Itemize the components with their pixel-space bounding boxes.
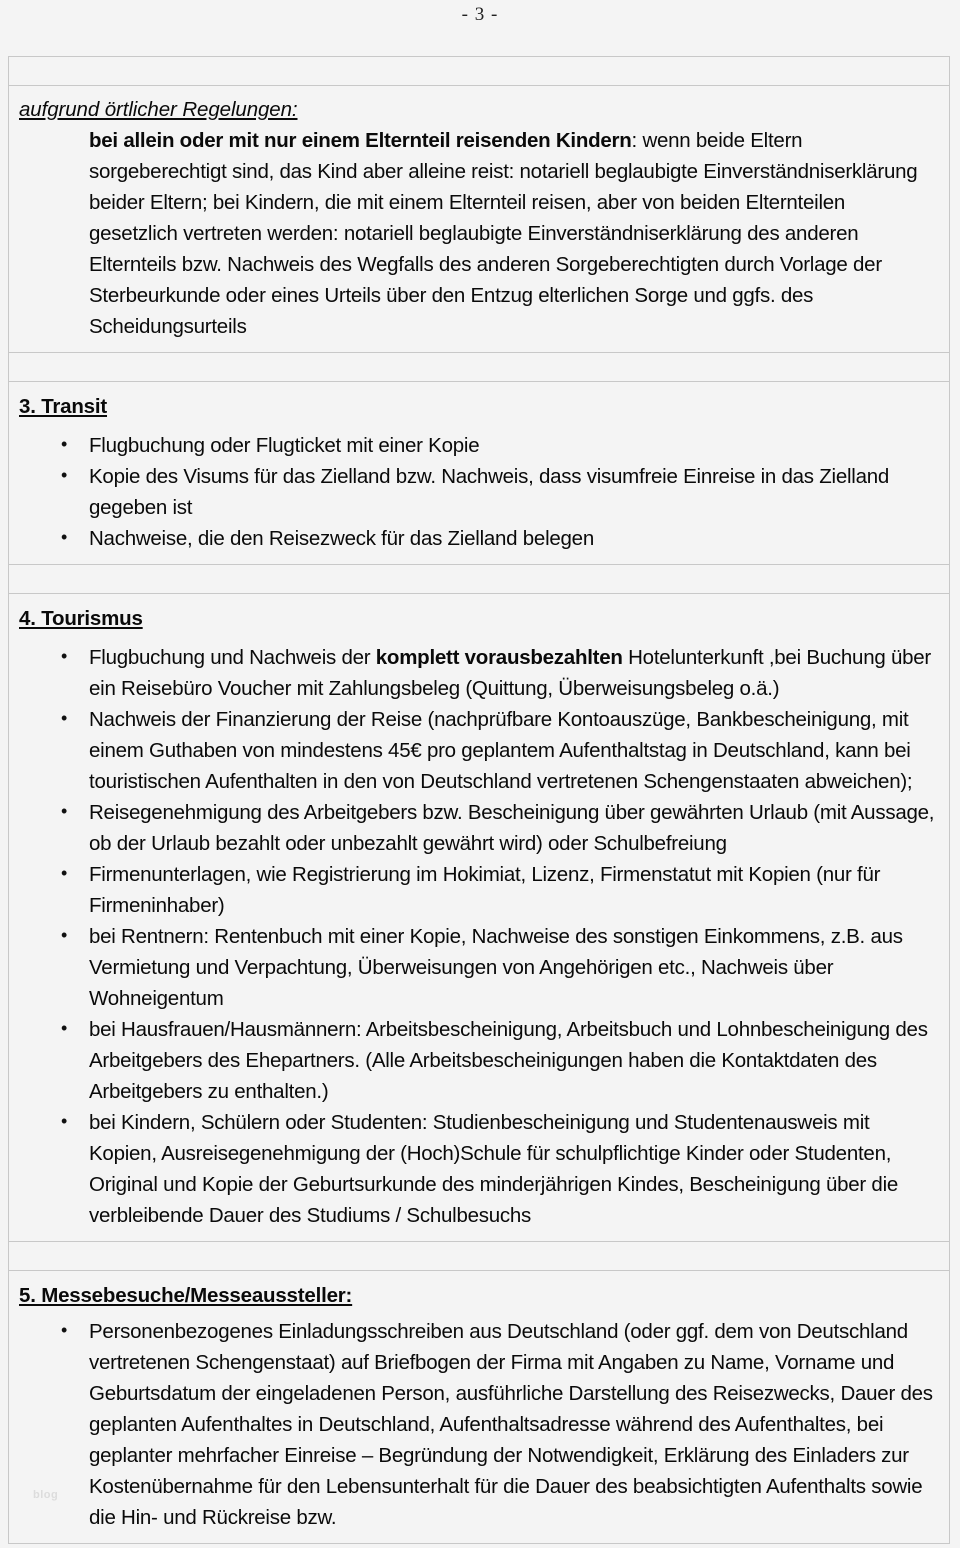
section-heading-messebesuche: 5. Messebesuche/Messeaussteller: — [19, 1283, 353, 1307]
document-body — [8, 56, 950, 1544]
list-item-post: Hotelunterkunft ,bei Buchung über ein Reisebüro Voucher mit Zahlungsbeleg (Quittung, Überweisungsbeleg o.ä.) — [89, 645, 931, 700]
list-item: • bei Hausfrauen/Hausmännern: Arbeitsbescheinigung, Arbeitsbuch und Lohnbescheinigung des Arbeitgebers des Ehepartners. (Alle Arbeitsbescheinigungen haben die Kontaktdaten des Arbeitgebers zu enthalten.) — [89, 1014, 941, 1107]
list-item — [89, 642, 941, 704]
bullet-list-messebesuche — [17, 1316, 941, 1533]
spacer-row-top — [9, 57, 949, 86]
section-heading-transit: 3. Transit — [19, 395, 108, 419]
spacer-row-before-transit — [9, 353, 949, 382]
section-transit — [9, 392, 949, 565]
bullet-list-tourismus — [17, 642, 941, 1231]
list-item: • bei Rentnern: Rentenbuch mit einer Kopie, Nachweise des sonstigen Einkommens, z.B. aus Vermietung und Verpachtung, Überweisungen von Angehörigen etc., Nachweis über Wohneigentum — [89, 921, 941, 1014]
spacer-row-before-messebesuche — [9, 1242, 949, 1271]
bullet-list-transit — [17, 430, 941, 554]
page-number: - 3 - — [461, 4, 499, 25]
list-item: • Firmenunterlagen, wie Registrierung im Hokimiat, Lizenz, Firmenstatut mit Kopien (nur für Firmeninhaber) — [89, 859, 941, 921]
section-heading-tourismus: 4. Tourismus — [19, 606, 143, 630]
list-item-bold: komplett vorausbezahlten — [375, 645, 623, 669]
list-item: • Reisegenehmigung des Arbeitgebers bzw. Bescheinigung über gewährten Urlaub (mit Aussage, ob der Urlaub bezahlt oder unbezahlt gewährt wird) oder Schulbefreiung — [89, 797, 941, 859]
section-heading-local-regulations: aufgrund örtlicher Regelungen: — [19, 98, 298, 121]
page-header — [0, 0, 960, 56]
section-tourismus — [9, 604, 949, 1242]
list-item: • Nachweise, die den Reisezweck für das Zielland belegen — [89, 523, 941, 554]
list-item: • Flugbuchung oder Flugticket mit einer Kopie — [89, 430, 941, 461]
list-item-pre: Flugbuchung und Nachweis der — [89, 645, 376, 669]
list-item: • Kopie des Visums für das Zielland bzw. Nachweis, dass visumfreie Einreise in das Zielland gegeben ist — [89, 461, 941, 523]
list-item: • Personenbezogenes Einladungsschreiben aus Deutschland (oder ggf. dem von Deutschland vertretenen Schengenstaat) auf Briefbogen der Firma mit Angaben zu Name, Vorname und Geburtsdatum der eingeladenen Person, ausführliche Darstellung des Reisezwecks, Dauer des geplanten Aufenthaltes in Deutschland, Aufenthaltsadresse während des Aufenthaltes, bei geplanter mehrfacher Einreise – Begründung der Notwendigkeit, Erklärung des Einladers zur Kostenübernahme für den Lebensunterhalt für die Dauer des beabsichtigten Aufenthalts sowie die Hin- und Rückreise bzw. — [89, 1316, 941, 1533]
section-messebesuche — [9, 1281, 949, 1545]
blog-watermark: blog — [33, 1489, 59, 1501]
section-local-regulations — [9, 95, 949, 353]
list-item: • bei Kindern, Schülern oder Studenten: Studienbescheinigung und Studentenausweis mit Kopien, Ausreisegenehmigung der (Hoch)Schule für schulpflichtige Kinder oder Studenten, Original und Kopie der Geburtsurkunde des minderjährigen Kindes, Bescheinigung über die verbleibende Dauer des Studiums / Schulbesuchs — [89, 1107, 941, 1231]
paragraph-bold-lead: bei allein oder mit nur einem Elternteil reisenden Kindern — [89, 129, 632, 153]
paragraph-local-regulations — [89, 125, 941, 342]
list-item: • Nachweis der Finanzierung der Reise (nachprüfbare Kontoauszüge, Bankbescheinigung, mit einem Guthaben von mindestens 45€ pro geplantem Aufenthaltstag in Deutschland, kann bei touristischen Aufenthalten in den von Deutschland vertretenen Schengenstaaten abweichen); — [89, 704, 941, 797]
paragraph-rest: : wenn beide Eltern sorgeberechtigt sind, das Kind aber alleine reist: notariell beglaubigte Einverständniserklärung beider Eltern; bei Kindern, die mit einem Elternteil reisen, aber von beiden Elternteilen gesetzlich vertreten werden: notariell beglaubigte Einverständniserklärung des anderen Elternteils bzw. Nachweis des Wegfalls des anderen Sorgeberechtigten durch Vorlage der Sterbeurkunde oder eines Urteils über den Entzug elterlichen Sorge und ggfs. des Scheidungsurteils — [89, 129, 918, 339]
spacer-row-before-tourismus — [9, 565, 949, 594]
